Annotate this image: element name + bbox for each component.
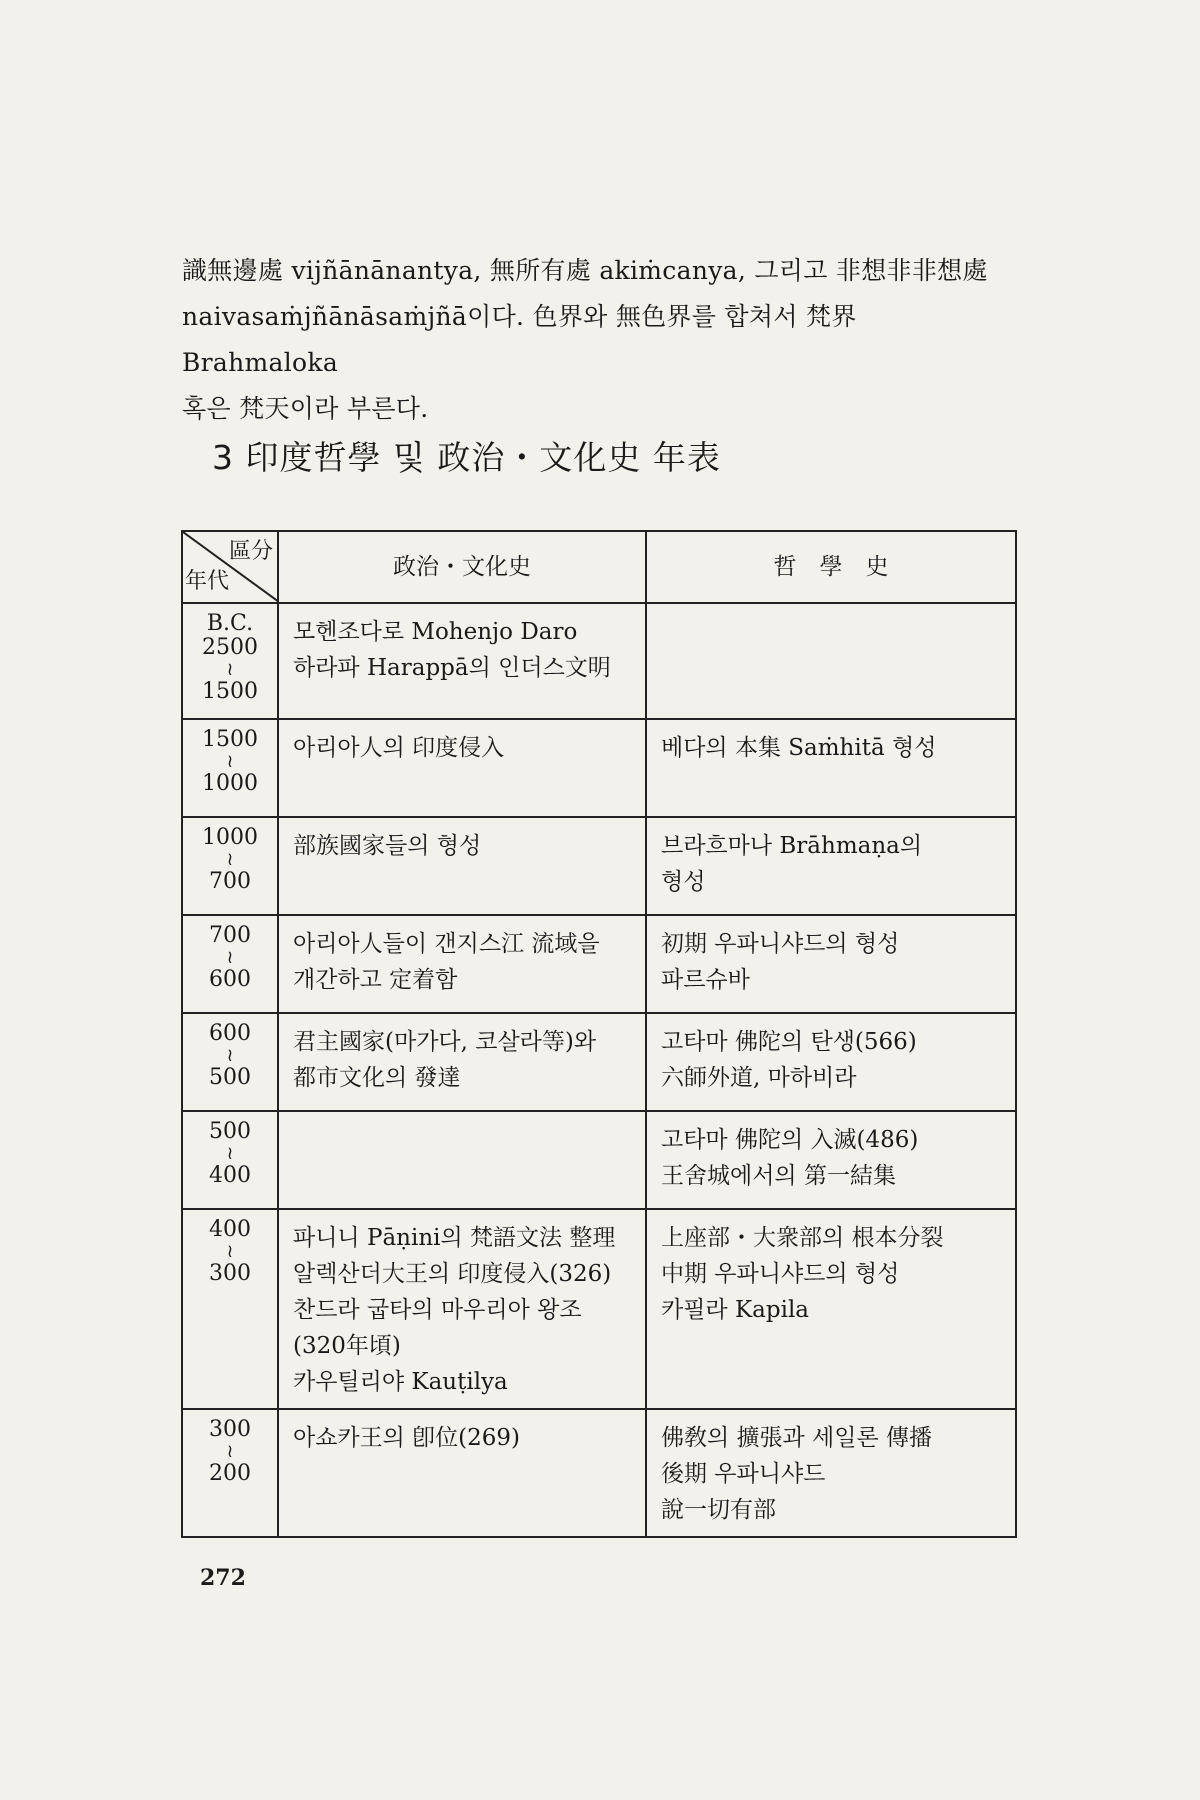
philosophy-entry: 고타마 佛陀의 탄생(566)	[661, 1029, 917, 1055]
politics-entry: 개간하고 定着함	[293, 967, 458, 993]
politics-cell	[278, 1013, 646, 1111]
philosophy-entry: 카필라 Kapila	[661, 1297, 810, 1323]
range-mark: ≀	[226, 1143, 234, 1164]
range-mark: ≀	[226, 1045, 234, 1066]
era-cell	[182, 915, 278, 1013]
era-value: 300	[209, 1261, 251, 1286]
era-value: 1500	[202, 679, 258, 704]
philosophy-entry: 형성	[661, 869, 706, 895]
era-value: 2500	[202, 635, 258, 660]
range-mark: ≀	[226, 947, 234, 968]
era-cell	[182, 1111, 278, 1209]
corner-header-cell	[182, 531, 278, 603]
philosophy-cell	[646, 915, 1016, 1013]
politics-cell	[278, 915, 646, 1013]
philosophy-entry: 中期 우파니샤드의 형성	[661, 1261, 900, 1287]
table-row	[182, 817, 1016, 915]
intro-line: 識無邊處 vijñānānantya, 無所有處 akiṁcanya, 그리고 非想非非想處	[182, 256, 988, 285]
era-value: 1500	[202, 727, 258, 752]
politics-entry: 部族國家들의 형성	[293, 833, 482, 859]
politics-entry: 아쇼카王의 卽位(269)	[293, 1425, 521, 1451]
philosophy-entry: 六師外道, 마하비라	[661, 1065, 857, 1091]
politics-entry: 모헨조다로 Mohenjo Daro	[293, 619, 578, 645]
column-header-politics: 政治・文化史	[278, 531, 646, 603]
section-title: 3 印度哲學 및 政治・文化史 年表	[212, 438, 721, 477]
politics-entry: 찬드라 굽타의 마우리아 왕조	[293, 1297, 582, 1323]
philosophy-entry: 王舍城에서의 第一結集	[661, 1163, 896, 1189]
politics-entry: 파니니 Pāṇini의 梵語文法 整理	[293, 1225, 616, 1251]
politics-entry: 하라파 Harappā의 인더스文明	[293, 655, 611, 681]
philosophy-entry: 고타마 佛陀의 入滅(486)	[661, 1127, 919, 1153]
era-value: B.C.	[206, 611, 254, 636]
politics-entry: 알렉산더大王의 印度侵入(326)	[293, 1261, 612, 1287]
table-row	[182, 1013, 1016, 1111]
range-mark: ≀	[226, 659, 234, 680]
era-value: 600	[209, 1021, 251, 1046]
politics-entry: (320年頃)	[293, 1333, 401, 1359]
philosophy-entry: 上座部・大衆部의 根本分裂	[661, 1225, 944, 1251]
philosophy-cell	[646, 719, 1016, 817]
philosophy-entry: 佛敎의 擴張과 세일론 傳播	[661, 1425, 933, 1451]
era-value: 600	[209, 967, 251, 992]
era-value: 500	[209, 1065, 251, 1090]
era-value: 400	[209, 1163, 251, 1188]
politics-cell	[278, 1409, 646, 1537]
philosophy-cell	[646, 603, 1016, 719]
politics-cell	[278, 719, 646, 817]
politics-entry: 아리아人의 印度侵入	[293, 735, 505, 761]
era-value: 700	[209, 923, 251, 948]
politics-cell	[278, 1209, 646, 1409]
philosophy-entry: 베다의 本集 Saṁhitā 형성	[661, 735, 937, 761]
philosophy-entry: 說一切有部	[661, 1497, 776, 1523]
politics-cell	[278, 603, 646, 719]
philosophy-cell	[646, 1209, 1016, 1409]
chronology-table	[181, 530, 1017, 1538]
era-value: 700	[209, 869, 251, 894]
philosophy-entry: 初期 우파니샤드의 형성	[661, 931, 900, 957]
politics-cell	[278, 1111, 646, 1209]
table-row	[182, 1409, 1016, 1537]
politics-entry: 아리아人들이 갠지스江 流域을	[293, 931, 600, 957]
philosophy-entry: 後期 우파니샤드	[661, 1461, 826, 1487]
table-row	[182, 1111, 1016, 1209]
philosophy-entry: 파르슈바	[661, 967, 750, 993]
era-value: 1000	[202, 825, 258, 850]
era-cell	[182, 603, 278, 719]
range-mark: ≀	[226, 1441, 234, 1462]
table-row	[182, 603, 1016, 719]
politics-entry: 카우틸리야 Kauṭilya	[293, 1369, 508, 1395]
era-cell	[182, 1013, 278, 1111]
table-row	[182, 719, 1016, 817]
table-header-row	[182, 531, 1016, 603]
politics-cell	[278, 817, 646, 915]
intro-paragraph	[182, 248, 1012, 432]
politics-entry: 都市文化의 發達	[293, 1065, 461, 1091]
philosophy-cell	[646, 1111, 1016, 1209]
intro-line: naivasaṁjñānāsaṁjñā이다. 色界와 無色界를 합쳐서 梵界 Brahmaloka	[182, 302, 857, 377]
era-value: 200	[209, 1461, 251, 1486]
table-row	[182, 1209, 1016, 1409]
page-number: 272	[200, 1565, 246, 1591]
philosophy-cell	[646, 817, 1016, 915]
era-cell	[182, 719, 278, 817]
range-mark: ≀	[226, 1241, 234, 1262]
politics-entry: 君主國家(마가다, 코살라等)와	[293, 1029, 597, 1055]
intro-line: 혹은 梵天이라 부른다.	[182, 394, 429, 423]
range-mark: ≀	[226, 849, 234, 870]
era-value: 300	[209, 1417, 251, 1442]
era-cell	[182, 817, 278, 915]
philosophy-entry: 브라흐마나 Brāhmaṇa의	[661, 833, 923, 859]
era-cell	[182, 1409, 278, 1537]
era-value: 500	[209, 1119, 251, 1144]
era-value: 1000	[202, 771, 258, 796]
range-mark: ≀	[226, 751, 234, 772]
corner-label-era: 年代	[185, 569, 230, 594]
era-value: 400	[209, 1217, 251, 1242]
column-header-philosophy: 哲 學 史	[646, 531, 1016, 603]
era-cell	[182, 1209, 278, 1409]
corner-label-category: 區分	[228, 539, 273, 564]
philosophy-cell	[646, 1013, 1016, 1111]
philosophy-cell	[646, 1409, 1016, 1537]
table-row	[182, 915, 1016, 1013]
